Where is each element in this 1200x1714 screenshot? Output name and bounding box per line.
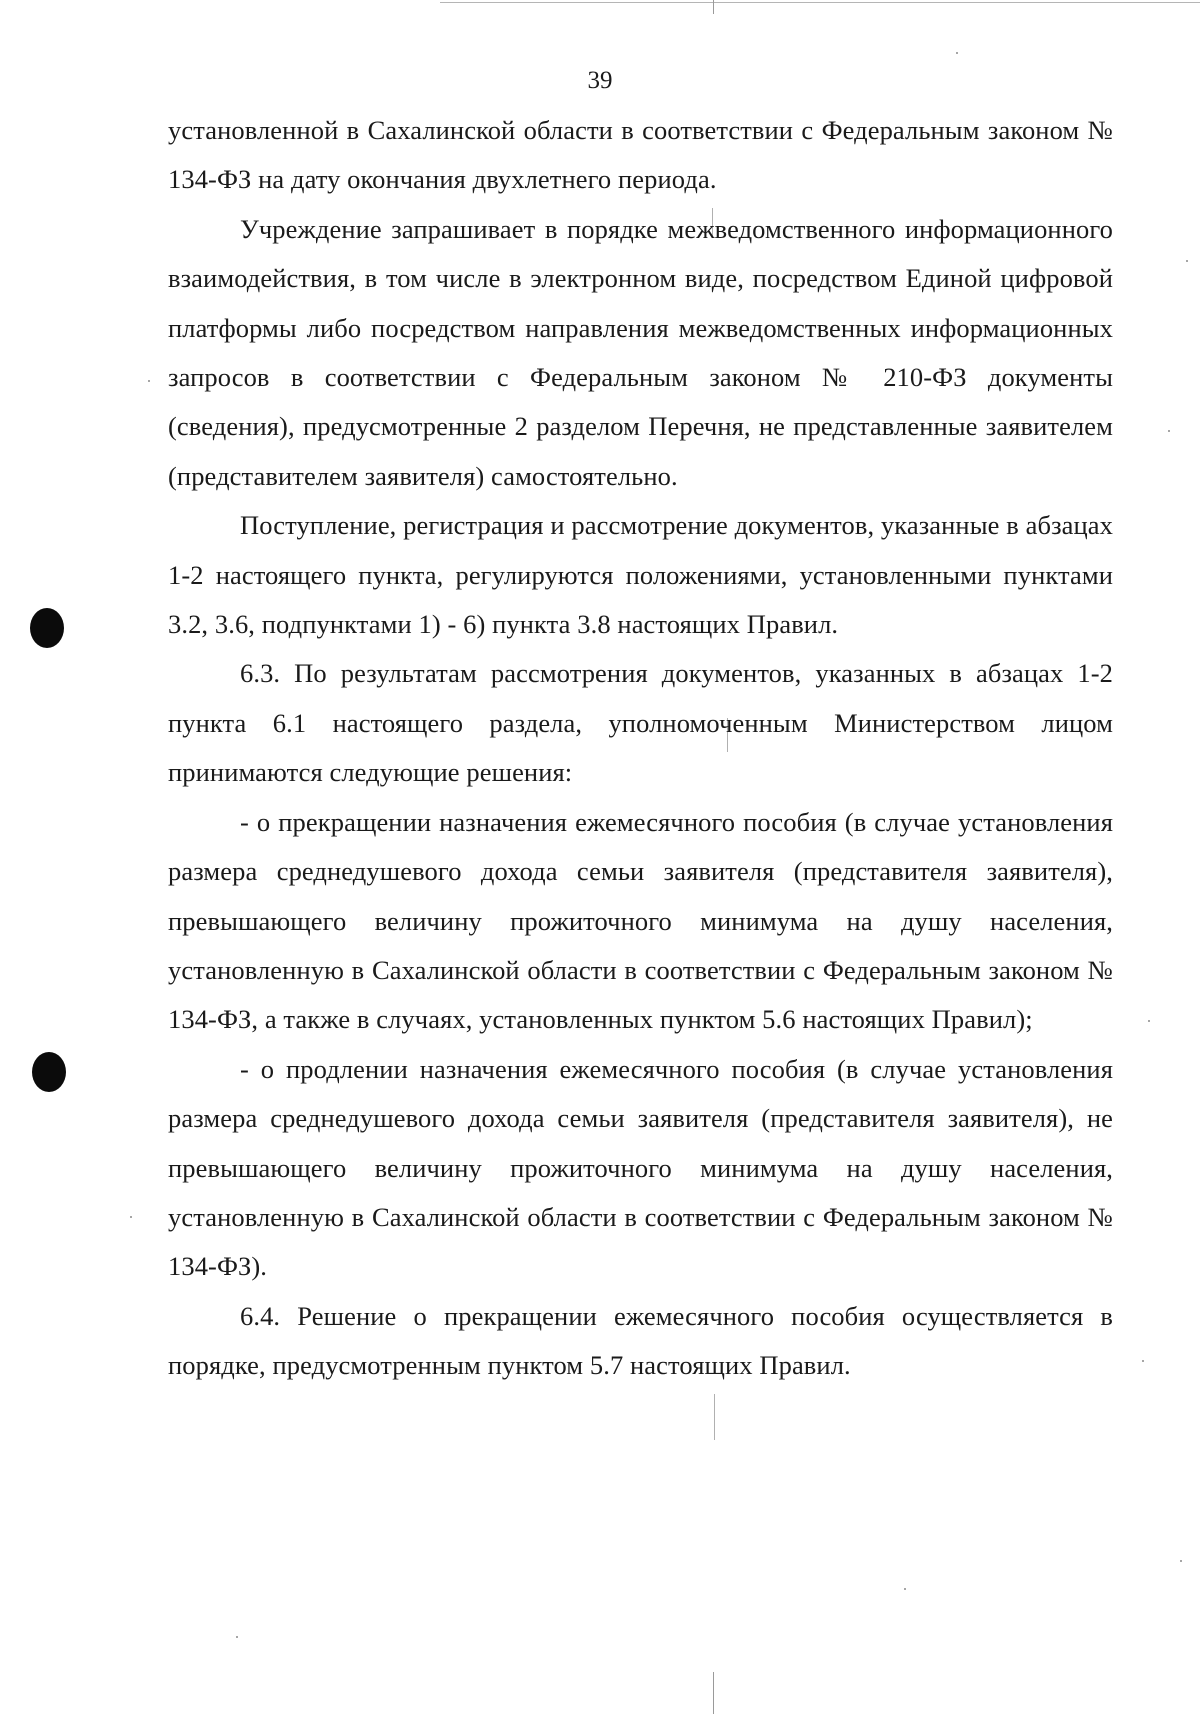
- page-number: 39: [587, 67, 613, 94]
- scan-speck: [130, 1216, 132, 1218]
- paragraph-continuation: установленной в Сахалинской области в соответствии с Федеральным законом № 134-ФЗ на дату окончания двухлетнего периода.: [168, 115, 1113, 195]
- scan-speck: [956, 52, 958, 54]
- document-body: [168, 106, 1113, 1391]
- paragraph-document-processing: Поступление, регистрация и рассмотрение документов, указанные в абзацах 1-2 настоящего пункта, регулируются положениями, установленными пунктами 3.2, 3.6, подпунктами 1) - 6) пункта 3.8 настоящих Правил.: [168, 510, 1113, 640]
- paragraph-section-6-4: 6.4. Решение о прекращении ежемесячного пособия осуществляется в порядке, предусмотренным пунктом 5.7 настоящих Правил.: [168, 1300, 1113, 1381]
- scan-vertical-mark-top: [713, 0, 714, 14]
- scan-speck: [1148, 1020, 1150, 1022]
- scan-top-edge-line: [440, 2, 1200, 3]
- scan-speck: [1186, 260, 1188, 262]
- punch-hole-lower: [32, 1052, 66, 1092]
- list-item-extension-decision: - о продлении назначения ежемесячного пособия (в случае установления размера среднедушевого дохода семьи заявителя (представителя заявителя), не превышающего величину прожиточного минимума на душу населения, установленную в Сахалинской области в соответствии с Федеральным законом № 134-ФЗ).: [168, 1053, 1113, 1282]
- scan-fold-mark-3: [714, 1394, 715, 1440]
- scan-speck: [236, 1636, 238, 1638]
- paragraph-interagency-request: Учреждение запрашивает в порядке межведомственного информационного взаимодействия, в том числе в электронном виде, посредством Единой цифровой платформы либо посредством направления межведомственных информационных запросов в соответствии с Федеральным законом № 210-ФЗ документы (сведения), предусмотренные 2 разделом Перечня, не представленные заявителем (представителем заявителя) самостоятельно.: [168, 213, 1113, 491]
- scan-speck: [1168, 430, 1170, 432]
- scan-vertical-mark-bottom: [713, 1672, 714, 1714]
- punch-hole-upper: [30, 608, 64, 648]
- scan-speck: [148, 380, 150, 382]
- scan-speck: [1142, 1360, 1144, 1362]
- list-item-termination-decision: - о прекращении назначения ежемесячного пособия (в случае установления размера среднедушевого дохода семьи заявителя (представителя заявителя), превышающего величину прожиточного минимума на душу населения, установленную в Сахалинской области в соответствии с Федеральным законом № 134-ФЗ, а также в случаях, установленных пунктом 5.6 настоящих Правил);: [168, 806, 1113, 1035]
- scan-speck: [904, 1588, 906, 1590]
- paragraph-section-6-3: 6.3. По результатам рассмотрения документов, указанных в абзацах 1-2 пункта 6.1 настоящего раздела, уполномоченным Министерством лицом принимаются следующие решения:: [168, 658, 1113, 788]
- scan-speck: [1180, 1560, 1182, 1562]
